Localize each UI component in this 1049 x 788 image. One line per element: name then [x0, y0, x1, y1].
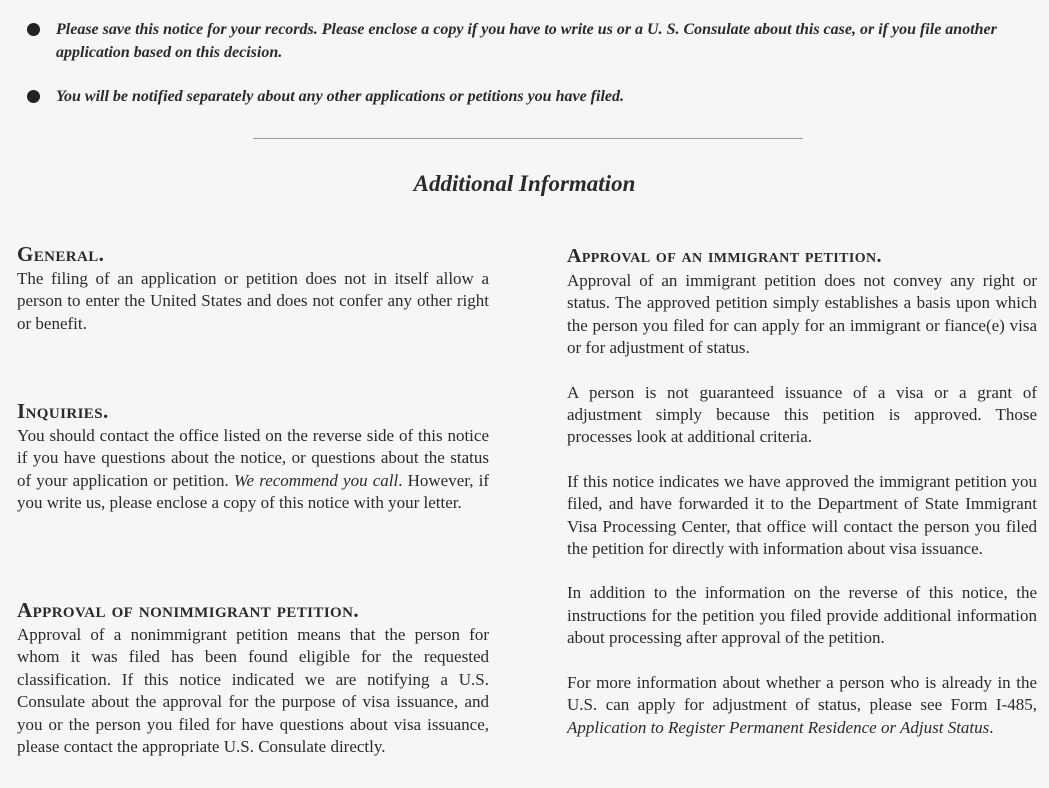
bullet-dot-icon — [27, 23, 40, 36]
section-heading: Approval of nonimmigrant petition. — [17, 598, 360, 622]
notice-bullets — [26, 18, 1026, 108]
paragraph-4: In addition to the information on the reverse of this notice, the instructions for the petition you filed provide additional information about processing after approval of the petition. — [567, 583, 1037, 648]
body-text: . — [989, 717, 994, 737]
notice-text: You will be notified separately about any other applications or petitions you have filed. — [56, 88, 624, 105]
section-heading: General. — [17, 242, 105, 266]
form-title-emphasis: Application to Register Permanent Residence or Adjust Status — [567, 717, 990, 737]
section-general — [17, 240, 489, 335]
paragraph-3: If this notice indicates we have approved the immigrant petition you filed, and have forwarded it to the Department of State Immigrant Visa Processing Center, that office will contact the person you filed the petition for directly with information about visa issuance. — [567, 471, 1037, 559]
section-nonimmigrant-approval — [17, 596, 489, 758]
body-text: . However, if you write us, please enclose a copy of this notice with your letter. — [17, 470, 490, 513]
section-inquiries — [17, 397, 489, 515]
divider-line — [253, 138, 803, 139]
body-emphasis: We recommend you call — [233, 470, 399, 490]
notice-text: Please save this notice for your records. Please enclose a copy if you have to write us or a U. S. Consulate about this case, or if you file another application based on this decision. — [56, 21, 997, 61]
section-body: Approval of a nonimmigrant petition means that the person for whom it was filed has been found eligible for the requested classification. If this notice indicated we are notifying a U.S. Consulate about the approval for the purpose of visa issuance, and you or the person you filed for have questions about visa issuance, please contact the appropriate U.S. Consulate directly. — [17, 625, 489, 757]
section-body: The filing of an application or petition does not in itself allow a person to enter the United States and does not confer any other right or benefit. — [17, 269, 489, 333]
page-title: Additional Information — [413, 171, 636, 196]
body-text: For more information about whether a person who is already in the U.S. can apply for adjustment of status, please see Form I-485, — [567, 672, 1037, 715]
paragraph-1: Approval of an immigrant petition does not convey any right or status. The approved petition simply establishes a basis upon which the person you filed for can apply for an immigrant or fiance(e) visa or for adjustment of status. — [567, 271, 1037, 358]
notice-item-save — [26, 18, 1026, 64]
bullet-dot-icon — [27, 90, 40, 103]
body-text: You should contact the office listed on the reverse side of this notice if you have questions about the notice, or questions about the status of your application or petition. — [17, 426, 489, 490]
paragraph-2: A person is not guaranteed issuance of a visa or a grant of adjustment simply because this petition is approved. Those processes look at additional criteria. — [567, 382, 1037, 447]
notice-item-separate — [26, 85, 1026, 108]
section-immigrant-approval — [567, 242, 1037, 739]
section-body — [17, 425, 489, 515]
paragraph-5 — [567, 672, 1037, 739]
section-heading: Inquiries. — [17, 399, 109, 423]
section-heading: Approval of an immigrant petition. — [567, 245, 882, 267]
